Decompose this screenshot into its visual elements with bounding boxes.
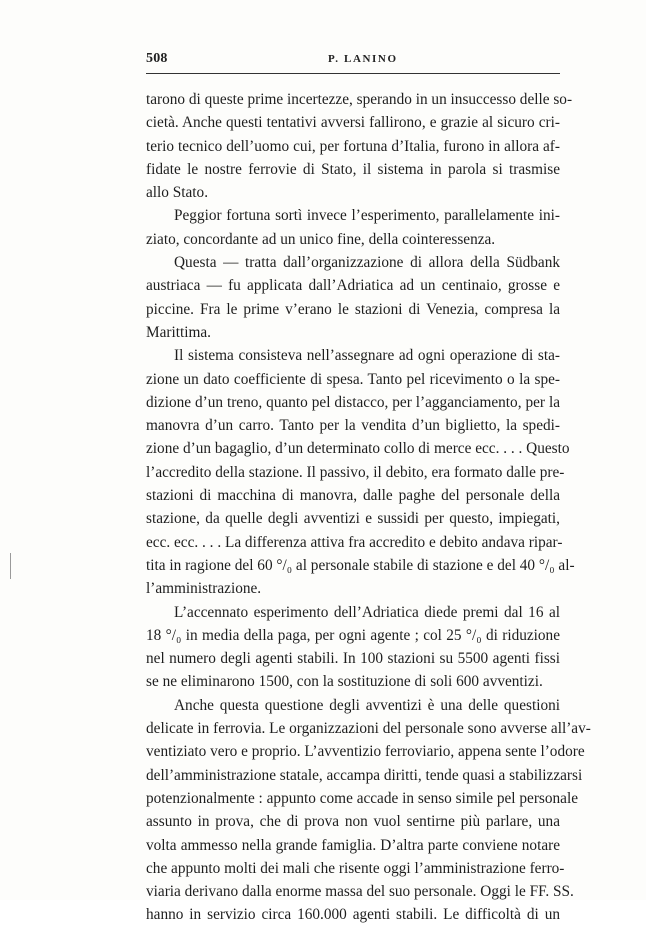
text-line: zione un dato coefficiente di spesa. Tanto pel ricevimento o la spe- xyxy=(146,370,560,388)
text-line: Marittima. xyxy=(146,323,211,341)
text-line: stazioni di macchina di manovra, dalle paghe del personale della xyxy=(146,487,560,505)
text-line: dell’amministrazione statale, accampa diritti, tende quasi a stabilizzarsi xyxy=(146,766,583,784)
text-line: ecc. ecc. . . . La differenza attiva fra accredito e debito andava ripar- xyxy=(146,533,563,551)
text-line: tita in ragione del 60 °/₀ al personale stabile di stazione e del 40 °/₀ al- xyxy=(146,556,575,574)
body-text xyxy=(146,88,591,927)
text-line: manovra d’un carro. Tanto per la vendita d’un biglietto, la spedi- xyxy=(146,417,560,435)
running-head: P. LANINO xyxy=(328,53,398,65)
text-line: l’accredito della stazione. Il passivo, il debito, era formato dalle pre- xyxy=(146,463,565,481)
text-line: Il sistema consisteva nell’assegnare ad ogni operazione di sta- xyxy=(174,347,560,365)
text-line: terio tecnico dell’uomo cui, per fortuna d’Italia, furono in allora af- xyxy=(146,137,560,155)
text-line: delicate in ferrovia. Le organizzazioni del personale sono avverse all’av- xyxy=(146,720,591,738)
text-line: nel numero degli agenti stabili. In 100 stazioni su 5500 agenti fissi xyxy=(146,650,560,668)
text-line: ventiziato vero e proprio. L’avventizio ferroviario, appena sente l’odore xyxy=(146,743,585,761)
page-number: 508 xyxy=(146,51,168,66)
margin-mark xyxy=(10,553,11,579)
text-line: piccine. Fra le prime v’erano le stazioni di Venezia, compresa la xyxy=(146,300,560,318)
text-line: potenzionalmente : appunto come accade in senso simile pel personale xyxy=(146,789,578,807)
text-line: fidate le nostre ferrovie di Stato, il sistema in parola si trasmise xyxy=(146,160,560,178)
text-line: tarono di queste prime incertezze, sperando in un insuccesso delle so- xyxy=(146,91,573,108)
text-line: se ne eliminarono 1500, con la sostituzione di soli 600 avventizi. xyxy=(146,673,543,691)
text-line: austriaca — fu applicata dall’Adriatica ad un centinaio, grosse e xyxy=(146,277,560,295)
page-header xyxy=(146,51,560,73)
text-line: Questa — tratta dall’organizzazione di allora della Südbank xyxy=(174,254,560,272)
text-line: dizione d’un treno, quanto pel distacco, per l’agganciamento, per la xyxy=(146,393,560,411)
text-line: ziato, concordante ad un unico fine, della cointeressenza. xyxy=(146,230,496,248)
text-line: zione d’un bagaglio, d’un determinato collo di merce ecc. . . . Questo xyxy=(146,440,570,458)
text-line: L’accennato esperimento dell’Adriatica diede premi dal 16 al xyxy=(174,603,560,621)
text-line: che appunto molti dei mali che risente oggi l’amministrazione ferro- xyxy=(146,859,565,877)
text-line: volta ammesso nella grande famiglia. D’altra parte conviene notare xyxy=(146,836,560,854)
text-line: l’amministrazione. xyxy=(146,580,262,598)
text-line: viaria derivano dalla enorme massa del suo personale. Oggi le FF. SS. xyxy=(146,883,574,901)
text-line: hanno in servizio circa 160.000 agenti stabili. Le difficoltà di un xyxy=(146,906,560,924)
text-line: assunto in prova, che di prova non vuol sentirne più parlare, una xyxy=(146,813,560,831)
text-line: Peggior fortuna sortì invece l’esperimento, parallelamente ini- xyxy=(174,207,560,225)
text-line: Anche questa questione degli avventizi è una delle questioni xyxy=(174,696,560,714)
text-line: cietà. Anche questi tentativi avversi fallirono, e grazie al sicuro cri- xyxy=(146,114,560,132)
header-rule xyxy=(146,73,560,74)
text-line: 18 °/₀ in media della paga, per ogni agente ; col 25 °/₀ di riduzione xyxy=(146,626,560,644)
text-line: allo Stato. xyxy=(146,184,209,202)
text-line: stazione, da quelle degli avventizi e sussidi per questo, impiegati, xyxy=(146,510,560,528)
